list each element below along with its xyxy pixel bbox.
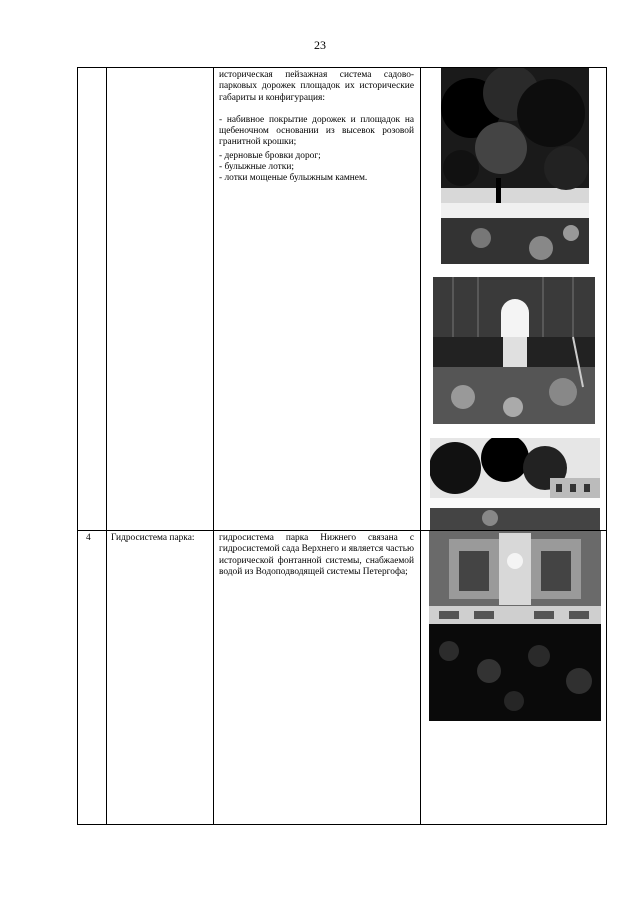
description-paragraph: - булыжные лотки; (219, 162, 294, 173)
column-divider (106, 67, 107, 825)
description-paragraph: историческая пейзажная система садово-парковых дорожек площадок их исторические габариты и конфигурация: (219, 70, 414, 103)
photo-park-arch-pavilion (433, 277, 595, 424)
description-paragraph: гидросистема парка Нижнего связана с гидросистемой сада Верхнего и является частью исторической фонтанной системы, снабжаемой водой из Водоподводящей системы Петергофа; (219, 533, 414, 577)
page-number: 23 (314, 38, 326, 52)
photo-park-buildings-trees (430, 438, 600, 530)
photo-park-path-trees (441, 68, 589, 264)
column-divider (213, 67, 214, 825)
column-divider (420, 67, 421, 825)
row-2-description (219, 533, 414, 578)
photo-aerial-fountain-system (429, 531, 601, 721)
description-paragraph: - дерновые бровки дорог; (219, 150, 321, 161)
row-2-number: 4 (86, 533, 91, 543)
description-paragraph: - набивное покрытие дорожек и площадок на щебеночном основании из высевок розовой гранитной крошки; (219, 114, 414, 148)
description-paragraph: - лотки мощеные булыжным камнем. (219, 173, 368, 184)
row-2-element: Гидросистема парка: (111, 533, 195, 543)
row-1-description (219, 70, 414, 185)
